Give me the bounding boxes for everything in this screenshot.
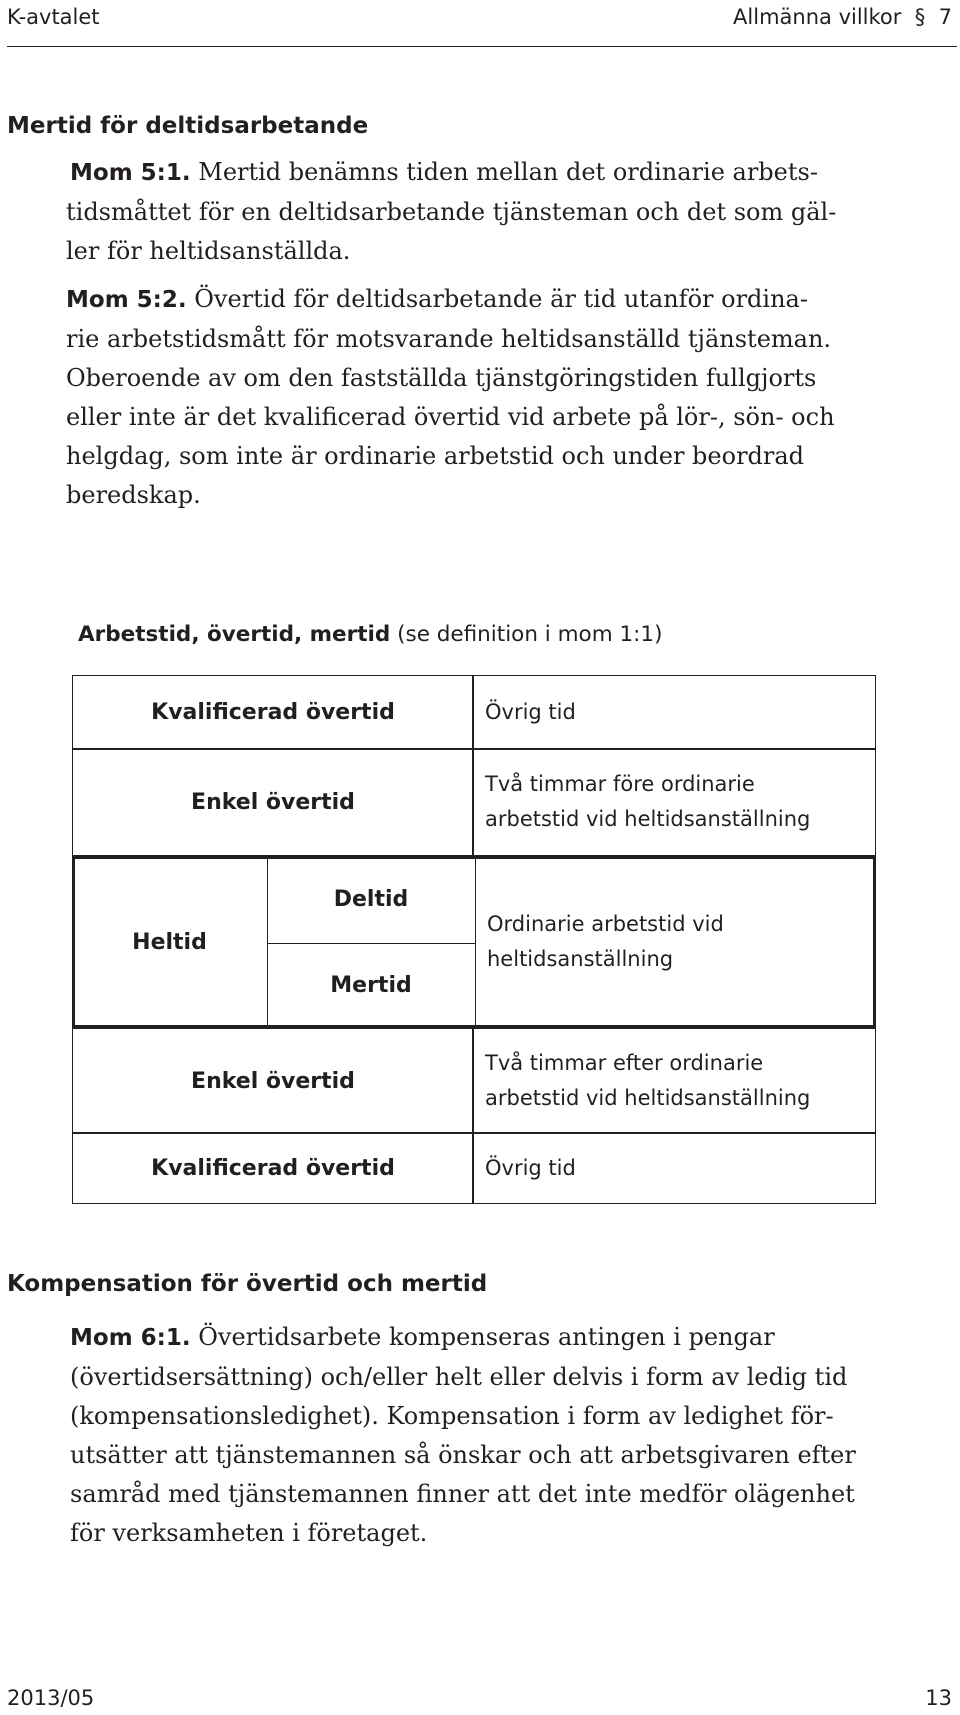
paragraph-mom-6-1 (70, 1318, 955, 1553)
header-chapter (733, 2, 952, 32)
mom-6-1-line: samråd med tjänstemannen finner att det inte medför olägenhet (70, 1480, 855, 1508)
header-rule (7, 46, 957, 47)
ordinarie-line: Ordinarie arbetstid vid (487, 912, 724, 936)
cell-deltid: Deltid (267, 856, 476, 944)
diagram-title-bold: Arbetstid, övertid, mertid (78, 622, 391, 647)
mom-5-1-line: tidsmåttet för en deltidsarbetande tjänsteman och det som gäl- (66, 198, 837, 226)
mom-6-1-line: (övertidsersättning) och/eller helt eller delvis i form av ledig tid (70, 1363, 848, 1391)
cell-kvalificerad-overtid-bottom: Kvalificerad övertid (72, 1132, 474, 1204)
cell-mertid: Mertid (267, 943, 476, 1028)
cell-two-hours-after (472, 1028, 876, 1134)
mom-5-1-label: Mom 5:1. (70, 160, 191, 186)
diagram-title-rest: (se definition i mom 1:1) (390, 622, 663, 647)
footer-date: 2013/05 (7, 1686, 95, 1710)
cell-enkel-overtid-bottom: Enkel övertid (72, 1028, 474, 1134)
mom-5-2-line: eller inte är det kvalificerad övertid vid arbete på lör-, sön- och (66, 403, 835, 431)
mom-5-2-line: rie arbetstidsmått för motsvarande heltidsanställd tjänsteman. (66, 325, 832, 353)
heading-mertid: Mertid för deltidsarbetande (7, 113, 369, 139)
two-hours-before-line: arbetstid vid heltidsanställning (485, 807, 811, 831)
mom-6-1-label: Mom 6:1. (70, 1325, 191, 1351)
section-symbol: § (914, 5, 926, 29)
paragraph-mom-5-2 (66, 280, 946, 515)
header-doc-title: K-avtalet (7, 5, 100, 29)
footer-page-number: 13 (925, 1686, 952, 1710)
mom-5-2-line: Övertid för deltidsarbetande är tid utanför ordina- (186, 285, 808, 313)
diagram-title (78, 622, 662, 647)
two-hours-after-line: arbetstid vid heltidsanställning (485, 1086, 811, 1110)
mom-5-2-label: Mom 5:2. (66, 287, 187, 313)
paragraph-mom-5-1 (66, 153, 950, 271)
two-hours-before-line: Två timmar före ordinarie (485, 772, 755, 796)
cell-ordinarie-arbetstid (475, 856, 876, 1028)
header-chapter-title: Allmänna villkor (733, 5, 902, 29)
mom-5-2-line: helgdag, som inte är ordinarie arbetstid och under beordrad (66, 442, 805, 470)
cell-two-hours-before (472, 748, 876, 856)
two-hours-after-line: Två timmar efter ordinarie (485, 1051, 764, 1075)
cell-heltid: Heltid (72, 856, 268, 1028)
header-section-number: 7 (938, 5, 952, 29)
mom-6-1-line: Övertidsarbete kompenseras antingen i pengar (190, 1323, 775, 1351)
cell-ovrig-tid-top: Övrig tid (472, 675, 876, 750)
mom-6-1-line: (kompensationsledighet). Kompensation i form av ledighet för- (70, 1402, 834, 1430)
ordinary-working-time-block (72, 856, 876, 1028)
mom-5-2-line: Oberoende av om den fastställda tjänstgöringstiden fullgjorts (66, 364, 817, 392)
heading-kompensation: Kompensation för övertid och mertid (7, 1271, 488, 1297)
cell-ovrig-tid-bottom: Övrig tid (472, 1132, 876, 1204)
cell-enkel-overtid-top: Enkel övertid (72, 748, 474, 856)
mom-5-2-line: beredskap. (66, 481, 201, 509)
mom-6-1-line: utsätter att tjänstemannen så önskar och att arbetsgivaren efter (70, 1441, 856, 1469)
mom-5-1-line: ler för heltidsanställda. (66, 237, 351, 265)
mom-6-1-line: för verksamheten i företaget. (70, 1519, 428, 1547)
mom-5-1-line: Mertid benämns tiden mellan det ordinarie arbets- (190, 158, 818, 186)
ordinarie-line: heltidsanställning (487, 947, 674, 971)
cell-kvalificerad-overtid-top: Kvalificerad övertid (72, 675, 474, 750)
